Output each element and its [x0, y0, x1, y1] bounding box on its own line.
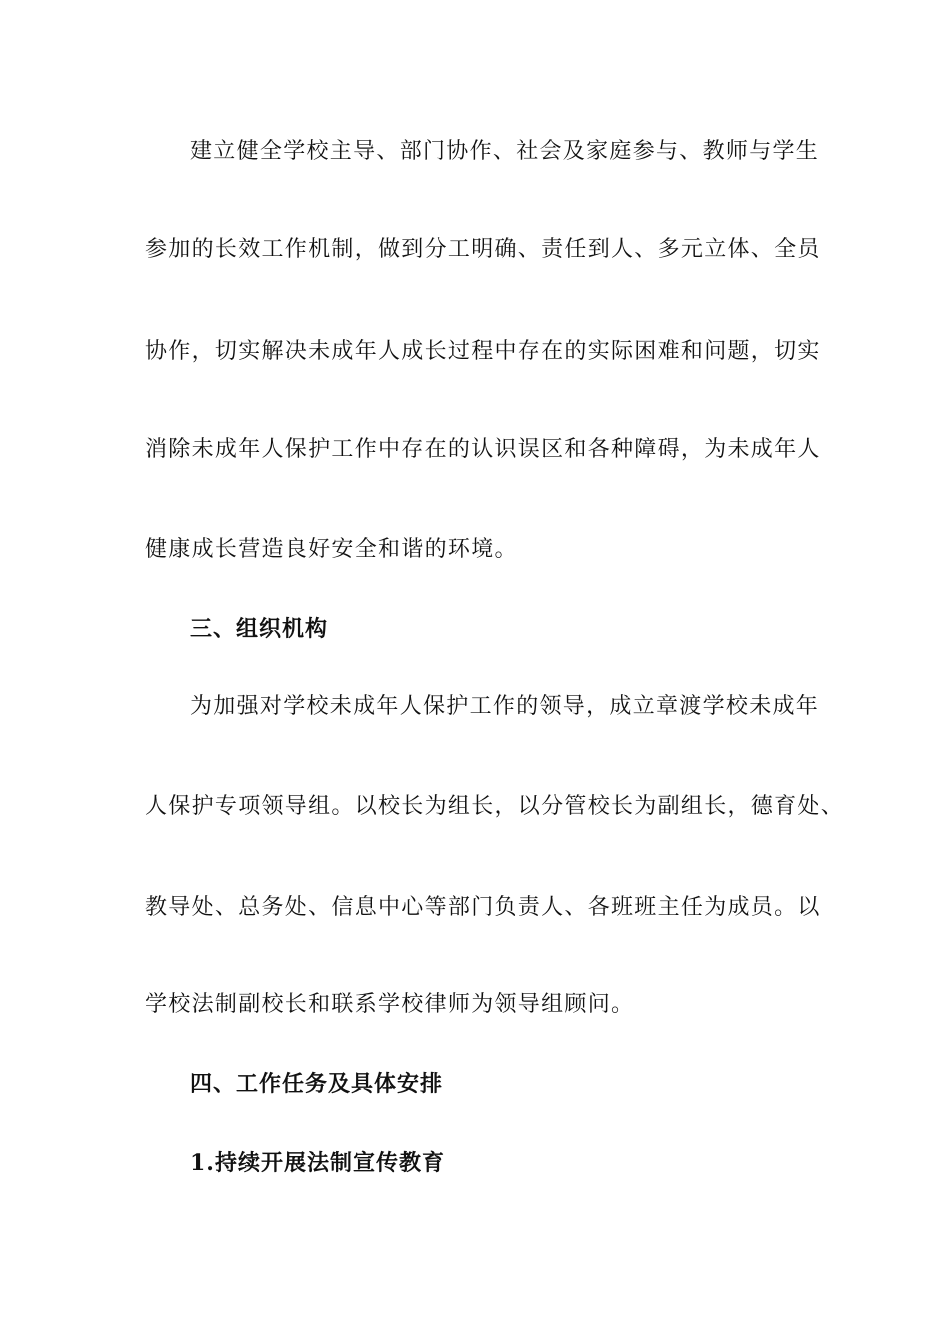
- paragraph-1-line-3: 协作，切实解决未成年人成长过程中存在的实际困难和问题，切实: [145, 339, 821, 364]
- paragraph-2-line-4: 学校法制副校长和联系学校律师为领导组顾问。: [145, 992, 635, 1017]
- paragraph-2-line-3: 教导处、总务处、信息中心等部门负责人、各班班主任为成员。以: [145, 895, 821, 920]
- subsection-heading-1: 1.持续开展法制宣传教育: [190, 1150, 445, 1176]
- paragraph-1-line-5: 健康成长营造良好安全和谐的环境。: [145, 537, 518, 562]
- paragraph-2-line-2: 人保护专项领导组。以校长为组长，以分管校长为副组长，德育处、: [145, 794, 845, 819]
- paragraph-1-line-1: 建立健全学校主导、部门协作、社会及家庭参与、教师与学生: [190, 139, 820, 164]
- section-heading-3: 三、组织机构: [190, 616, 329, 642]
- paragraph-2-line-1: 为加强对学校未成年人保护工作的领导，成立章渡学校未成年: [190, 694, 820, 719]
- paragraph-1-line-4: 消除未成年人保护工作中存在的认识误区和各种障碍，为未成年人: [145, 437, 821, 462]
- paragraph-1-line-2: 参加的长效工作机制，做到分工明确、责任到人、多元立体、全员: [145, 237, 821, 262]
- section-heading-4: 四、工作任务及具体安排: [190, 1071, 444, 1097]
